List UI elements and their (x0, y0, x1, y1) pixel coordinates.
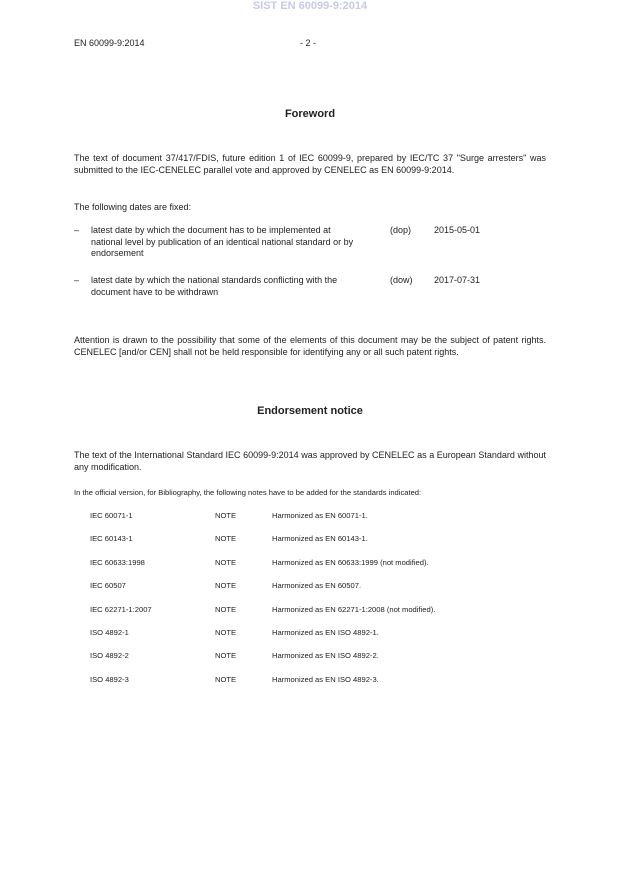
note-row (90, 511, 490, 523)
note-label: NOTE (215, 674, 237, 684)
note-row (90, 581, 490, 593)
foreword-para-2: The following dates are fixed: (74, 202, 192, 212)
note-text: Harmonized as EN 60143-1. (272, 534, 368, 544)
note-standard: ISO 4892-3 (90, 674, 129, 684)
note-standard: IEC 60143-1 (90, 534, 133, 544)
note-row (90, 675, 490, 687)
date-item-code: (dow) (390, 275, 413, 285)
note-label: NOTE (215, 511, 237, 520)
dash: – (74, 225, 80, 235)
note-text: Harmonized as EN ISO 4892-2. (272, 651, 379, 661)
date-item-date: 2017-07-31 (434, 275, 481, 285)
note-text: Harmonized as EN 60507. (272, 581, 362, 591)
note-text: Harmonized as EN ISO 4892-3. (272, 674, 379, 684)
note-row (90, 605, 490, 617)
header-page-number: - 2 - (300, 38, 317, 48)
note-text: Harmonized as EN ISO 4892-1. (272, 628, 379, 637)
note-standard: IEC 60071-1 (90, 511, 133, 520)
endorsement-para-2: In the official version, for Bibliography, the following notes have to be added for the standards indicated: (74, 488, 422, 497)
date-item-text: latest date by which the national standards conflicting with the document have to be withdrawn (91, 275, 338, 297)
note-standard: ISO 4892-1 (90, 628, 129, 637)
note-text: Harmonized as EN 60071-1. (272, 511, 368, 520)
endorsement-title: Endorsement notice (257, 405, 363, 417)
note-label: NOTE (215, 581, 237, 591)
date-item-date: 2015-05-01 (434, 225, 481, 235)
note-label: NOTE (215, 651, 237, 661)
foreword-para-3: Attention is drawn to the possibility that some of the elements of this document may be the subject of patent rights. CENELEC [and/or CEN] shall not be held responsible for identifying any or all such patent rights. (74, 335, 546, 357)
note-text: Harmonized as EN 62271-1:2008 (not modified). (272, 604, 436, 614)
note-row (90, 534, 490, 546)
note-label: NOTE (215, 604, 237, 614)
note-standard: IEC 60633:1998 (90, 557, 145, 567)
note-standard: ISO 4892-2 (90, 651, 129, 661)
date-item-text: latest date by which the document has to be implemented at national level by publication of an identical national standard or by endorsement (91, 225, 354, 259)
note-label: NOTE (215, 557, 237, 567)
endorsement-para-1: The text of the International Standard IEC 60099-9:2014 was approved by CENELEC as a European Standard without any modification. (74, 450, 546, 472)
date-item-code: (dop) (390, 225, 412, 235)
note-text: Harmonized as EN 60633:1999 (not modified). (272, 557, 429, 567)
note-label: NOTE (215, 628, 237, 637)
note-standard: IEC 62271-1:2007 (90, 604, 152, 614)
note-row (90, 628, 490, 640)
note-standard: IEC 60507 (90, 581, 126, 591)
note-row (90, 651, 490, 663)
dash: – (74, 275, 80, 285)
note-label: NOTE (215, 534, 237, 544)
header-doc-id: EN 60099-9:2014 (74, 38, 145, 48)
foreword-title: Foreword (284, 108, 336, 120)
note-row (90, 558, 490, 570)
foreword-para-1: The text of document 37/417/FDIS, future edition 1 of IEC 60099-9, prepared by IEC/TC 37 "Surge arresters" was submitted to the IEC-CENELEC parallel vote and approved by CENELEC as EN 60099-9:2014. (74, 153, 546, 175)
watermark: SIST EN 60099-9:2014 (252, 0, 368, 12)
